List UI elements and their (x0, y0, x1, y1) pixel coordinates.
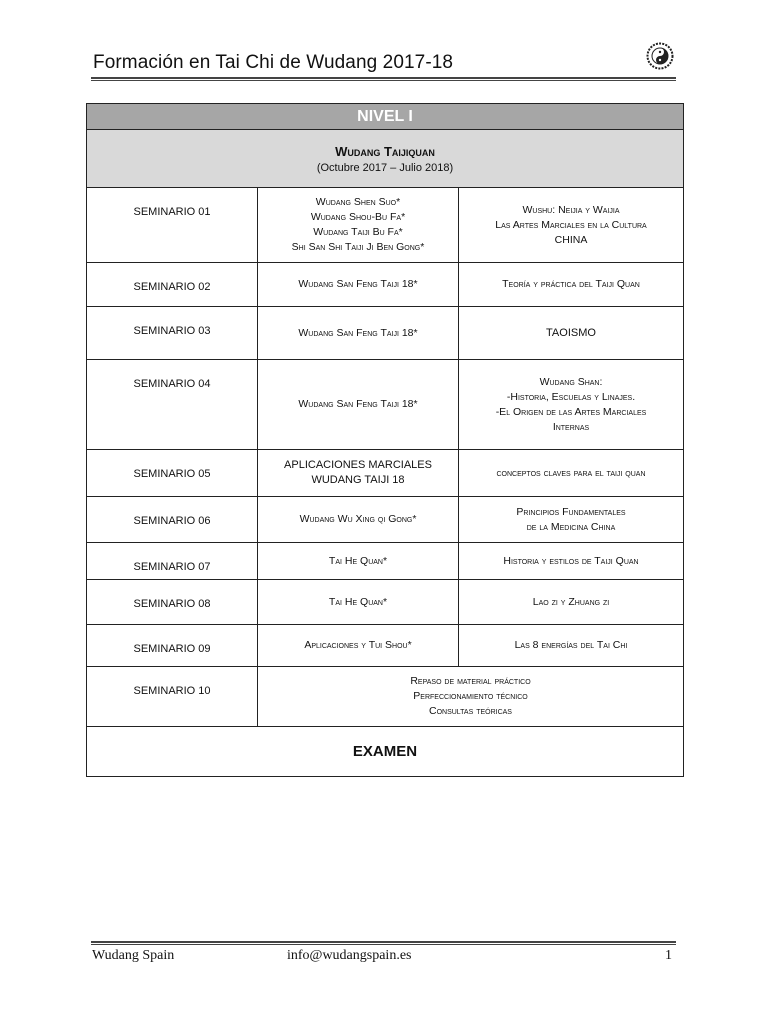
theory-cell (459, 360, 684, 450)
seminar-label: SEMINARIO 05 (87, 450, 258, 497)
theory-cell (459, 263, 684, 307)
practice-cell (258, 450, 459, 497)
seminar-label: SEMINARIO 10 (87, 667, 258, 727)
theory-line: Wudang Shan: (539, 375, 603, 388)
practice-line: Wudang San Feng Taiji 18* (298, 278, 418, 290)
practice-line: Tai He Quan* (328, 554, 388, 567)
header-rule (91, 77, 676, 79)
table-row (87, 307, 684, 360)
theory-line: Principios Fundamentales (516, 505, 626, 518)
seminar-label: SEMINARIO 04 (87, 360, 258, 450)
footer-rule-thin (91, 944, 676, 945)
seminar-label: SEMINARIO 08 (87, 580, 258, 625)
combined-line: Perfeccionamiento técnico (413, 690, 528, 702)
theory-line: CHINA (554, 233, 588, 246)
theory-cell (459, 580, 684, 625)
footer-email: info@wudangspain.es (287, 948, 412, 963)
theory-line: Internas (552, 420, 590, 433)
header-rule-thin (91, 80, 676, 81)
theory-line: Teoría y práctica del Taiji Quan (502, 278, 640, 290)
theory-line: Las Artes Marciales en la Cultura (495, 218, 647, 231)
table-row (87, 497, 684, 543)
theory-line: Las 8 energías del Tai Chi (514, 639, 628, 651)
theory-line: Lao zi y Zhuang zi (532, 595, 610, 608)
table-row (87, 580, 684, 625)
page-number: 1 (665, 948, 672, 963)
theory-cell (459, 188, 684, 263)
theory-cell (459, 497, 684, 543)
practice-cell (258, 360, 459, 450)
table-row (87, 188, 684, 263)
table-row (87, 625, 684, 667)
practice-cell (258, 188, 459, 263)
wudang-yin-yang-logo-icon (646, 42, 674, 70)
practice-line: Shi San Shi Taiji Ji Ben Gong* (291, 241, 425, 253)
course-heading-cell (87, 130, 684, 188)
theory-cell (459, 543, 684, 580)
seminar-label: SEMINARIO 09 (87, 625, 258, 667)
seminar-label: SEMINARIO 02 (87, 263, 258, 307)
combined-cell (258, 667, 684, 727)
seminar-label: SEMINARIO 06 (87, 497, 258, 543)
table-row (87, 667, 684, 727)
table-row (87, 450, 684, 497)
course-title: Wudang Taijiquan (335, 143, 435, 159)
seminar-label: SEMINARIO 01 (87, 188, 258, 263)
practice-line: Wudang San Feng Taiji 18* (298, 398, 418, 410)
seminar-label: SEMINARIO 03 (87, 307, 258, 360)
level-heading: NIVEL I (87, 104, 684, 130)
theory-line: Historia y estilos de Taiji Quan (503, 554, 639, 567)
theory-cell (459, 625, 684, 667)
theory-line: -Historia, Escuelas y Linajes. (506, 390, 636, 403)
theory-line: TAOISMO (546, 326, 596, 339)
table-row (87, 360, 684, 450)
footer-organization: Wudang Spain (92, 948, 175, 963)
practice-cell (258, 263, 459, 307)
practice-line: Wudang Taiji Bu Fa* (313, 226, 403, 238)
practice-cell (258, 543, 459, 580)
seminar-rows (87, 188, 684, 727)
theory-line: de la Medicina China (526, 520, 616, 533)
theory-line: Wushu: Neijia y Waijia (522, 203, 620, 216)
seminar-label: SEMINARIO 07 (87, 543, 258, 580)
theory-cell (459, 450, 684, 497)
course-dates: (Octubre 2017 – Julio 2018) (316, 161, 454, 174)
theory-line: conceptos claves para el taiji quan (496, 466, 646, 479)
practice-line: WUDANG TAIJI 18 (311, 474, 405, 486)
schedule-table (86, 103, 684, 777)
footer-rule (91, 941, 676, 943)
document-title: Formación en Tai Chi de Wudang 2017-18 (93, 52, 454, 73)
practice-line: Wudang San Feng Taiji 18* (298, 326, 418, 339)
practice-line: Wudang Wu Xing qi Gong* (299, 513, 417, 525)
practice-line: Aplicaciones y Tui Shou* (304, 639, 412, 651)
practice-line: Tai He Quan* (328, 595, 388, 608)
practice-line: Wudang Shou-Bu Fa* (310, 211, 406, 223)
practice-cell (258, 625, 459, 667)
table-row (87, 263, 684, 307)
practice-cell (258, 307, 459, 360)
combined-line: Consultas teóricas (429, 705, 512, 717)
practice-cell (258, 497, 459, 543)
combined-line: Repaso de material práctico (410, 675, 531, 687)
practice-line: Wudang Shen Suo* (315, 196, 401, 208)
table-row (87, 543, 684, 580)
theory-line: -El Origen de las Artes Marciales (495, 405, 647, 418)
practice-cell (258, 580, 459, 625)
theory-cell (459, 307, 684, 360)
exam-row: EXAMEN (87, 727, 684, 777)
practice-line: APLICACIONES MARCIALES (284, 459, 432, 471)
